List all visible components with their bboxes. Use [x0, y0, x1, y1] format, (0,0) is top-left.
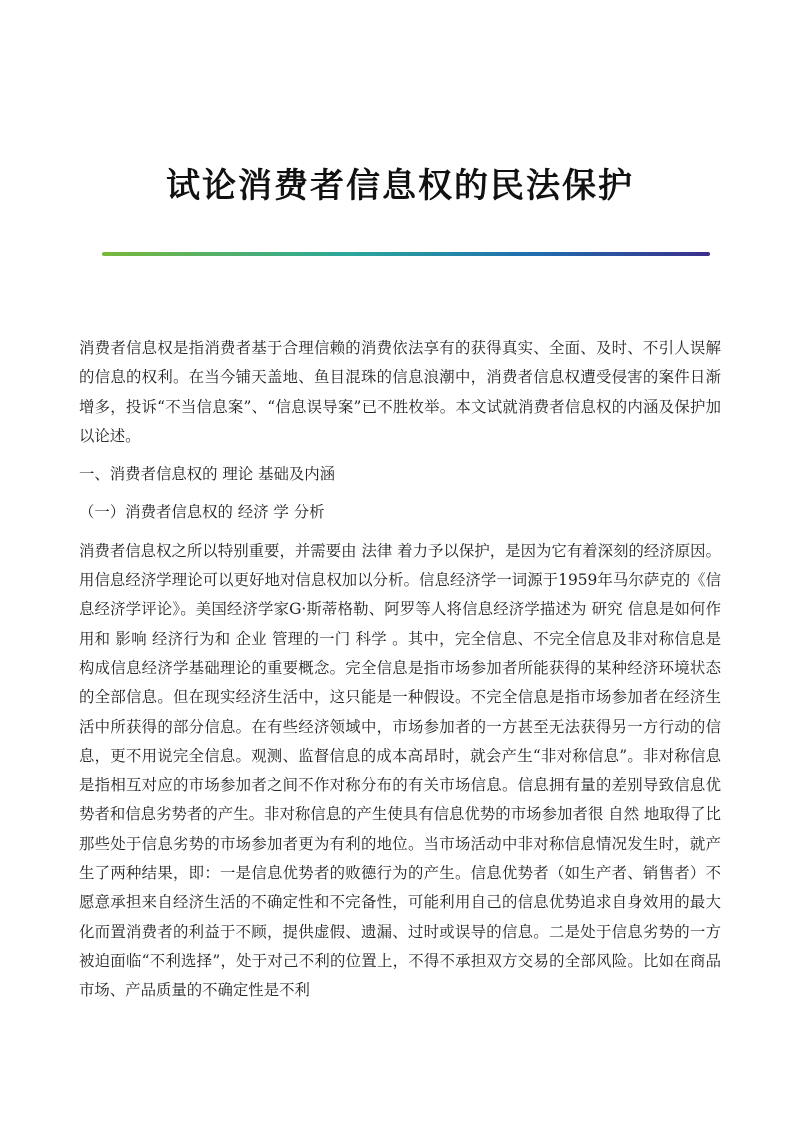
intro-paragraph: 消费者信息权是指消费者基于合理信赖的消费依法享有的获得真实、全面、及时、不引人误解的信息的权利。在当今铺天盖地、鱼目混珠的信息浪潮中，消费者信息权遭受侵害的案件日渐增多，投诉“不当信息案”、“信息误导案”已不胜枚举。本文试就消费者信息权的内涵及保护加以论述。 — [79, 339, 721, 445]
body-paragraph: 消费者信息权之所以特别重要，并需要由 法律 着力予以保护，是因为它有着深刻的经济原因。用信息经济学理论可以更好地对信息权加以分析。信息经济学一词源于1959年马尔萨克的《信息经济学评论》。美国经济学家G·斯蒂格勒、阿罗等人将信息经济学描述为 研究 信息是如何作用和 影响 经济行为和 企业 管理的一门 科学 。其中，完全信息、不完全信息及非对称信息是构成信息经济学基础理论的重要概念。完全信息是指市场参加者所能获得的某种经济环境状态的全部信息。但在现实经济生活中，这只能是一种假设。不完全信息是指市场参加者在经济生活中所获得的部分信息。在有些经济领域中，市场参加者的一方甚至无法获得另一方行动的信息，更不用说完全信息。观测、监督信息的成本高昂时，就会产生“非对称信息”。非对称信息是指相互对应的市场参加者之间不作对称分布的有关市场信息。信息拥有量的差别导致信息优势者和信息劣势者的产生。非对称信息的产生使具有信息优势的市场参加者很 自然 地取得了比那些处于信息劣势的市场参加者更为有利的地位。当市场活动中非对称信息情况发生时，就产生了两种结果，即：一是信息优势者的败德行为的产生。信息优势者（如生产者、销售者）不愿意承担来自经济生活的不确定性和不完备性，可能利用自己的信息优势追求自身效用的最大化而置消费者的利益于不顾，提供虚假、遗漏、过时或误导的信息。二是处于信息劣势的一方被迫面临“不利选择”，处于对己不利的位置上，不得不承担双方交易的全部风险。比如在商品市场、产品质量的不确定性是不利 — [79, 541, 721, 1000]
section-heading: 一、消费者信息权的 理论 基础及内涵 — [79, 465, 336, 484]
document-body — [79, 334, 721, 1006]
page-title: 试论消费者信息权的民法保护 — [166, 166, 634, 206]
title-divider — [102, 252, 710, 256]
subsection-heading: （一）消费者信息权的 经济 学 分析 — [79, 503, 325, 522]
